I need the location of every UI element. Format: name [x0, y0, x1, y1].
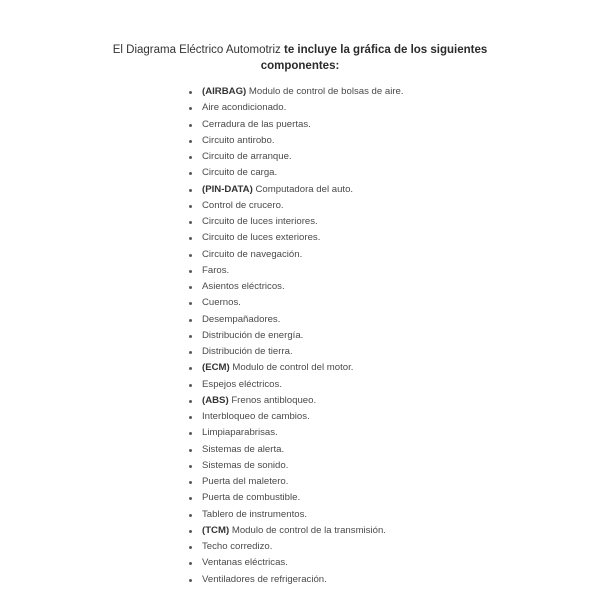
list-item: [188, 230, 404, 246]
item-text: Cerradura de las puertas.: [202, 118, 311, 130]
bullet-icon: [189, 465, 192, 468]
bullet-icon: [189, 367, 192, 370]
list-item: [188, 344, 404, 360]
list-item: [188, 377, 404, 393]
bullet-icon: [189, 384, 192, 387]
list-item: [188, 458, 404, 474]
bullet-icon: [189, 270, 192, 273]
bullet-icon: [189, 400, 192, 403]
intro-bold-line2: componentes:: [260, 60, 340, 72]
bullet-icon: [189, 416, 192, 419]
item-text: Espejos eléctricos.: [202, 378, 282, 390]
bullet-icon: [189, 172, 192, 175]
bullet-icon: [189, 335, 192, 338]
list-item: [188, 198, 404, 214]
item-text: Circuito de navegación.: [202, 248, 303, 260]
bullet-icon: [189, 449, 192, 452]
item-text: Distribución de tierra.: [202, 346, 293, 357]
item-text: Control de crucero.: [202, 199, 284, 211]
item-text: Interbloqueo de cambios.: [202, 411, 310, 422]
list-item: [188, 425, 404, 441]
bullet-icon: [189, 530, 192, 533]
list-item: [188, 572, 404, 588]
list-item: [188, 100, 404, 116]
item-text: Ventanas eléctricas.: [202, 557, 288, 569]
list-item: [188, 507, 404, 523]
bullet-icon: [189, 497, 192, 500]
list-item: [188, 312, 404, 328]
item-text: Circuito antirobo.: [202, 134, 275, 146]
bullet-icon: [189, 579, 192, 582]
bullet-icon: [189, 221, 192, 224]
list-item: [188, 263, 404, 279]
item-text: Techo corredizo.: [202, 541, 273, 552]
list-item: [188, 555, 404, 571]
item-text: Sistemas de sonido.: [202, 459, 289, 471]
list-item: [188, 474, 404, 490]
intro-paragraph: [100, 42, 500, 74]
list-item: [188, 247, 404, 263]
item-text: Sistemas de alerta.: [202, 443, 285, 455]
list-item: [188, 360, 404, 376]
item-text: Circuito de arranque.: [202, 151, 292, 162]
bullet-icon: [189, 107, 192, 110]
bullet-icon: [189, 286, 192, 289]
bullet-icon: [189, 140, 192, 143]
item-text: Modulo de control de bolsas de aire.: [246, 86, 404, 97]
bullet-icon: [189, 432, 192, 435]
intro-prefix: El Diagrama Eléctrico Automotriz: [112, 44, 285, 56]
item-text: Faros.: [202, 264, 230, 276]
bullet-icon: [189, 546, 192, 549]
intro-bold-line1: te incluye la gráfica de los siguientes: [284, 44, 488, 56]
item-text: Asientos eléctricos.: [202, 281, 285, 292]
item-code: (TCM): [202, 524, 230, 536]
list-item: [188, 393, 404, 409]
list-item: [188, 442, 404, 458]
bullet-icon: [189, 319, 192, 322]
item-text: Tablero de instrumentos.: [202, 508, 308, 520]
list-item: [188, 409, 404, 425]
item-text: Desempañadores.: [202, 313, 281, 325]
item-code: (PIN-DATA): [202, 183, 253, 195]
bullet-icon: [189, 91, 192, 94]
list-item: [188, 165, 404, 181]
bullet-icon: [189, 302, 192, 305]
item-code: (ABS): [202, 394, 229, 406]
list-item: [188, 149, 404, 165]
bullet-icon: [189, 351, 192, 354]
item-code: (AIRBAG): [202, 86, 247, 97]
item-text: Frenos antibloqueo.: [228, 394, 317, 406]
bullet-icon: [189, 514, 192, 517]
item-text: Puerta del maletero.: [202, 476, 289, 487]
item-text: Cuernos.: [202, 297, 241, 309]
item-text: Computadora del auto.: [252, 183, 354, 195]
item-text: Distribución de energía.: [202, 329, 304, 341]
bullet-icon: [189, 189, 192, 192]
list-item: [188, 214, 404, 230]
list-item: [188, 490, 404, 506]
list-item: [188, 84, 404, 100]
list-item: [188, 295, 404, 311]
list-item: [188, 539, 404, 555]
item-text: Circuito de carga.: [202, 167, 278, 179]
list-item: [188, 117, 404, 133]
item-text: Circuito de luces exteriores.: [202, 232, 321, 244]
bullet-icon: [189, 254, 192, 257]
component-list: [188, 84, 404, 588]
list-item: [188, 182, 404, 198]
list-item: [188, 133, 404, 149]
bullet-icon: [189, 481, 192, 484]
item-text: Circuito de luces interiores.: [202, 216, 318, 227]
item-text: Puerta de combustible.: [202, 492, 301, 504]
list-item: [188, 279, 404, 295]
bullet-icon: [189, 562, 192, 565]
bullet-icon: [189, 237, 192, 240]
list-item: [188, 523, 404, 539]
bullet-icon: [189, 124, 192, 127]
bullet-icon: [189, 205, 192, 208]
item-text: Ventiladores de refrigeración.: [202, 573, 327, 585]
item-text: Modulo de control del motor.: [229, 362, 354, 374]
item-code: (ECM): [202, 362, 230, 374]
list-item: [188, 328, 404, 344]
bullet-icon: [189, 156, 192, 159]
item-text: Limpiaparabrisas.: [202, 427, 278, 439]
item-text: Modulo de control de la transmisión.: [229, 524, 386, 536]
item-text: Aire acondicionado.: [202, 102, 287, 114]
